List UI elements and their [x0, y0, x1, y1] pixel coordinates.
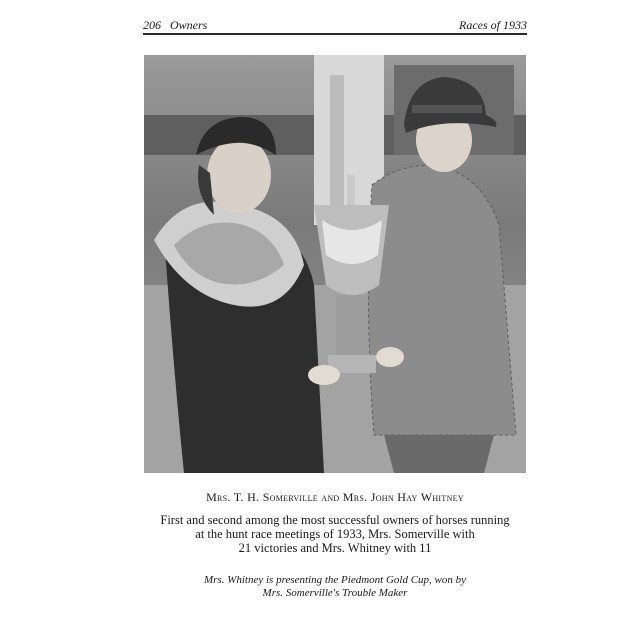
header-rule: [143, 33, 527, 35]
page-number: 206: [143, 18, 161, 32]
caption-note-line: Mrs. Somerville's Trouble Maker: [262, 587, 408, 599]
caption-body: [143, 513, 527, 555]
photograph: [144, 55, 526, 473]
running-title: Races of 1933: [459, 18, 527, 32]
caption-body-line: at the hunt race meetings of 1933, Mrs. Somerville with: [195, 527, 475, 541]
caption-title: Mrs. T. H. Somerville and Mrs. John Hay Whitney: [206, 490, 464, 504]
caption-note-line: Mrs. Whitney is presenting the Piedmont Gold Cup, won by: [203, 574, 467, 586]
header-left: [143, 18, 207, 33]
photo-illustration: [144, 55, 526, 473]
caption-note: [143, 574, 527, 600]
section-title: Owners: [170, 18, 208, 32]
caption-body-line: First and second among the most successful owners of horses running: [160, 513, 510, 527]
caption-body-line: 21 victories and Mrs. Whitney with 11: [238, 541, 432, 555]
